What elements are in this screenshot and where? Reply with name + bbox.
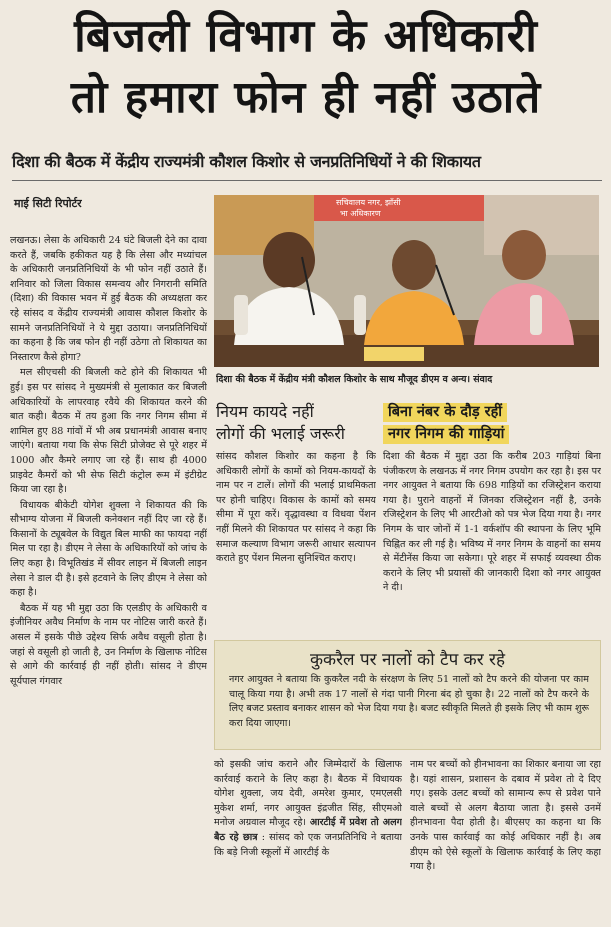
rte-subheading: आरटीई में प्रवेश तो अलग बैठ रहे छात्र (214, 817, 402, 843)
photo-banner-text: सचिवालय नगर, झाँसी (336, 198, 401, 207)
bottom-column-a (214, 758, 402, 918)
gadiyan-body: दिशा की बैठक में मुद्दा उठा कि करीब 203 गाड़ियां बिना पंजीकरण के लखनऊ में नगर निगम उपयोग कर रहा है। इस पर नगर आयुक्त ने बताया कि 698 गाड़ियों का रजिस्ट्रेशन कराया गया है। पुराने वाहनों में जिनका रजिस्ट्रेशन नहीं है, उनके रजिस्ट्रेशन के लिए भी आरटीओ को पत्र भेज दिया गया है। नगर निगम के चार जोनों में 1-1 वर्कशॉप की स्थापना के लिए भूमि चिह्नित कर ली गई है। भविष्य में नगर निगम के वाहनों का समय से मेंटीनेंस किया जा सकेगा। पूरे शहर में सफाई व्यवस्था ठीक कराने के लिए भी प्रयासों की जानकारी दिशा को नगर आयुक्त ने दी। (383, 451, 601, 594)
left-column (10, 234, 207, 914)
deck: दिशा की बैठक में केंद्रीय राज्यमंत्री कौशल किशोर से जनप्रतिनिधियों ने की शिकायत (12, 152, 481, 171)
bottom-column-b: नाम पर बच्चों को हीनभावना का शिकार बनाया जा रहा है। यहां शासन, प्रशासन के दबाव में प्रवेश तो दे दिए गए। इसके उलट बच्चों को सामान्य रूप से प्रवेश पाने वाले बच्चों से अलग बैठाया जाता है। इससे उनमें हीनभावना पैदा होती है। बीएसए का कहना था कि उनके पास कार्रवाई का कोई अधिकार नहीं है। अब डीएम को ऐसे स्कूलों के खिलाफ कार्रवाई के लिए कहा गया है। (410, 759, 601, 873)
kukrail-box (214, 640, 601, 750)
bottom-col-a-text-2: : सांसद को एक जनप्रतिनिधि ने बताया कि बड़े निजी स्कूलों में आरटीई के (214, 831, 402, 858)
gadiyan-heading-line-2: नगर निगम की गाड़ियां (383, 425, 509, 444)
kukrail-heading: कुकरैल पर नालों को टैप कर रहे (309, 650, 506, 670)
left-para-2: मल सीएचसी की बिजली कटे होने की शिकायत भी हुई। इस पर सांसद ने मुख्यमंत्री से मुलाकात कर बिजली अधिकारियों के लापरवाह रवैये की शिकायत करने की बात कही। बैठक में तय हुआ कि नगर निगम सीमा में शामिल हुए 88 गांवों में भी अब प्रधानमंत्री आवास बनाए जाएंगे। बताया गया कि सेफ सिटी प्रोजेक्ट से पूरे शहर में 1000 और कैमरे लगाए जा रहे हैं। साथ ही 4000 प्राइवेट कैमरों को भी सेफ सिटी कंट्रोल रूम में इंटीग्रेट किया जा रहा है। (10, 367, 207, 496)
photo-banner-text-2: भा अधिकारण (340, 209, 381, 218)
news-photo (214, 195, 599, 367)
niyam-heading-line-1: नियम कायदे नहीं (216, 402, 314, 421)
photo-illustration (214, 195, 599, 367)
left-para-3: विधायक बीकेटी योगेश शुक्ला ने शिकायत की कि सौभाग्य योजना में बिजली कनेक्शन नहीं दिए जा रहे हैं। किसानों के ट्यूबवेल के विद्युत बिल माफी का फायदा नहीं मिल पा रहा है। डीएम ने लेसा के अधिकारियों को जांच के लिए कहा है। विभूतिखंड में सीवर लाइन में बिजली लाइन लेसा ने डाल दी है। इसे हटवाने के लिए डीएम ने लेसा को कहा है। (10, 499, 207, 599)
headline-line-2: तो हमारा फोन ही नहीं उठाते (70, 72, 542, 123)
kukrail-body: नगर आयुक्त ने बताया कि कुकरैल नदी के संरक्षण के लिए 51 नालों को टैप करने की योजना पर काम चालू किया गया है। अभी तक 17 नालों से गंदा पानी गिरना बंद हो चुका है। 22 नालों को टैप करने के लिए बजट प्रस्ताव बनाकर शासन को भेज दिया गया है। बजट स्वीकृति मिलते ही इसके लिए भी काम शुरू करा दिया जाएगा। (229, 674, 589, 729)
bottom-col-a-text: को इसकी जांच कराने और जिम्मेदारों के खिलाफ कार्रवाई कराने के लिए कहा है। बैठक में विधायक योगेश शुक्ला, जय देवी, अमरेश कुमार, एमएलसी मुकेश शर्मा, नगर आयुक्त इंद्रजीत सिंह, सीएमओ मनोज अग्रवाल मौजूद रहे। (214, 759, 402, 829)
headline-line-1: बिजली विभाग के अधिकारी (74, 9, 538, 62)
byline: माई सिटी रिपोर्टर (14, 197, 82, 210)
left-para-1: लखनऊ। लेसा के अधिकारी 24 घंटे बिजली देने का दावा करते हैं, जबकि हकीकत यह है कि लेसा और मध्यांचल के अधिकारी जनप्रतिनिधियों के भी फोन नहीं उठाते हैं। शनिवार को जिला विकास समन्वय और निगरानी समिति (दिशा) की विकास भवन में हुई बैठक की अध्यक्षता कर रहे सांसद व केंद्रीय राज्यमंत्री आवास कौशल किशोर के सामने जनप्रतिनिधियों ने ये मुद्दा उठाया। जनप्रतिनिधियों का कहना है कि जब फोन ही नहीं उठेगा तो शिकायत का निस्तारण कैसे होगा? (10, 235, 207, 363)
left-para-4: बैठक में यह भी मुद्दा उठा कि एलडीए के अधिकारी व इंजीनियर अवैध निर्माण के नाम पर नोटिस जारी करते हैं। असल में इसके पीछे उद्देश्य सिर्फ अवैध वसूली होता है। जहां से वसूली हो जाती है, उन निर्माण के खिलाफ नोटिस से आगे की कार्रवाई ही नहीं होती। सांसद ने डीएम सूर्यपाल गंगवार (10, 602, 207, 687)
deck-rule (12, 180, 602, 181)
gadiyan-heading-line-1: बिना नंबर के दौड़ रहीं (383, 403, 507, 422)
niyam-body: सांसद कौशल किशोर का कहना है कि अधिकारी लोगों के कामों को नियम-कायदों के नाम पर न टालें। लोगों की भलाई प्राथमिकता पर होनी चाहिए। विकास के कामों को समय सीमा में पूरा करें। वृद्धावस्था व विधवा पेंशन नहीं मिलने की शिकायत पर सांसद ने कहा कि समाज कल्याण विभाग जरूरी आधार सत्यापन कराते हुए पेंशन मिलना सुनिश्चित कराए। (216, 451, 376, 565)
photo-caption: दिशा की बैठक में केंद्रीय मंत्री कौशल किशोर के साथ मौजूद डीएम व अन्य। संवाद (216, 374, 493, 385)
niyam-heading-line-2: लोगों की भलाई जरूरी (216, 424, 345, 443)
